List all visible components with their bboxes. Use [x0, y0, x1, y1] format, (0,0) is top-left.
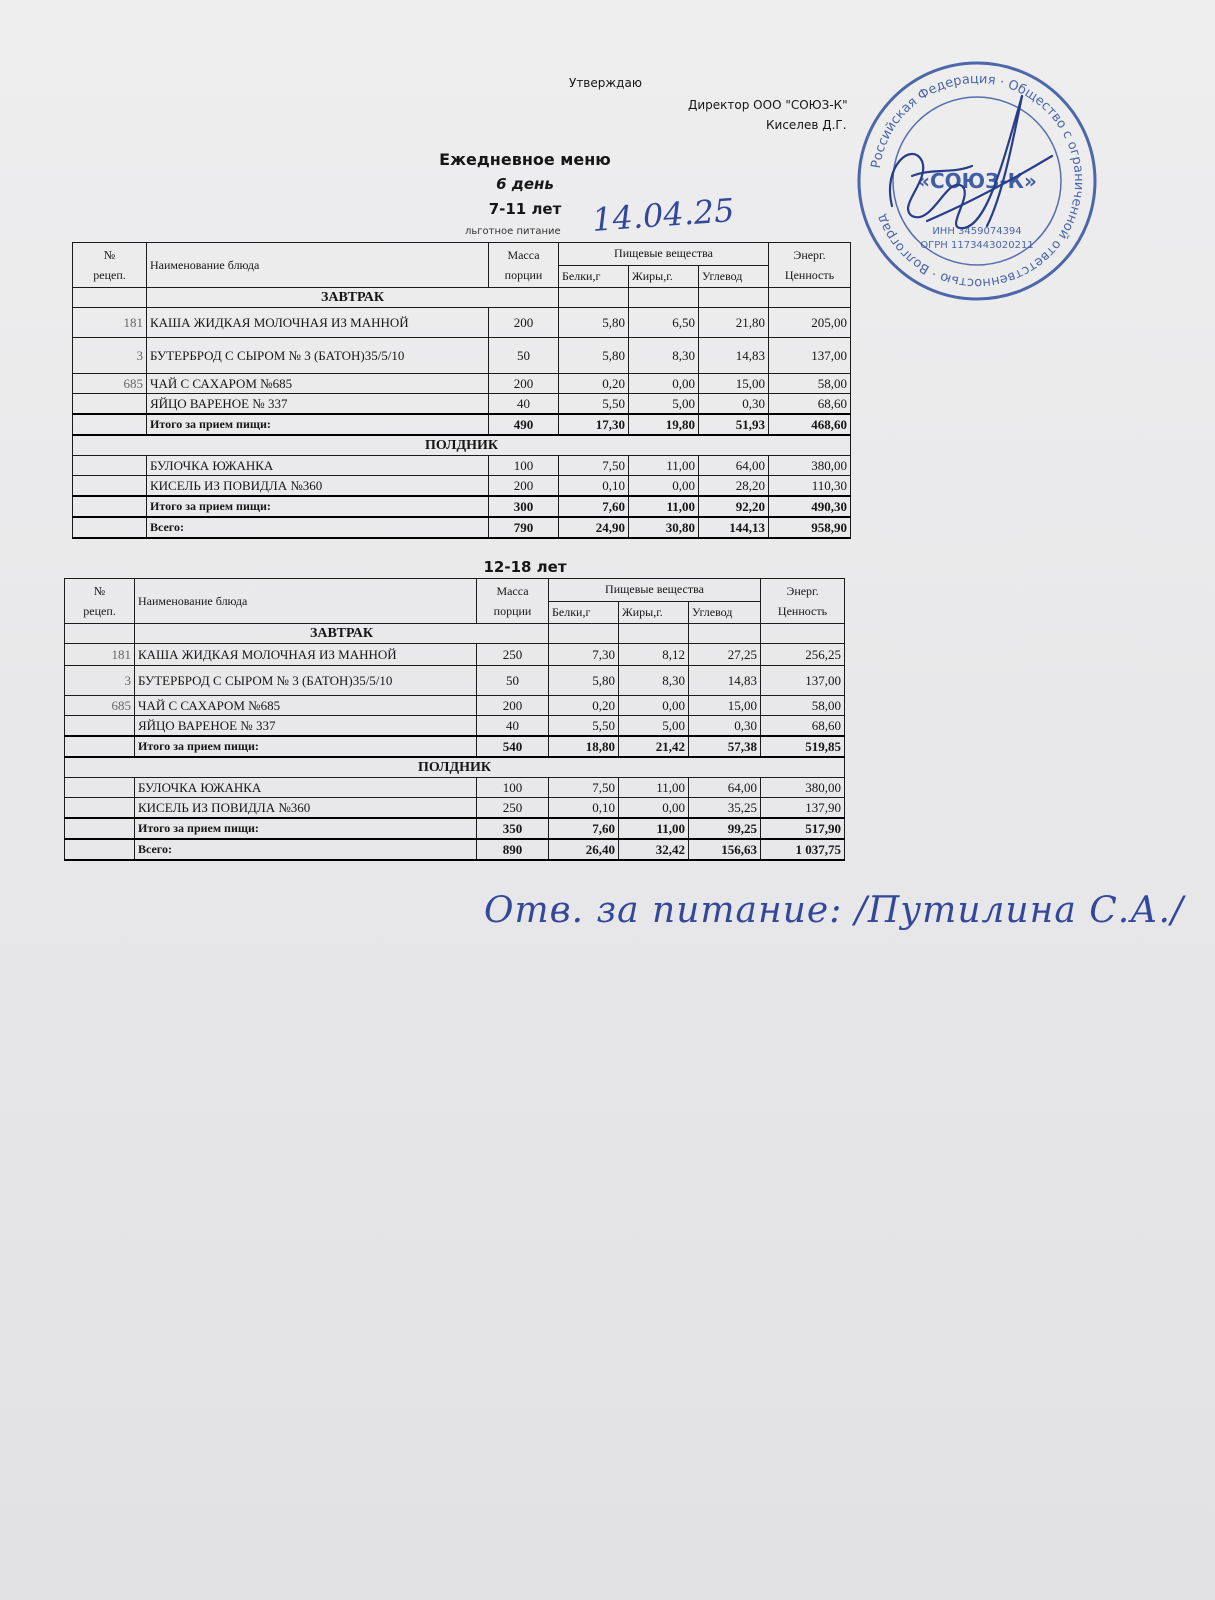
table-row: 3 БУТЕРБРОД С СЫРОМ № 3 (БАТОН)35/5/10 50 5,80 8,30 14,83 137,00 [73, 338, 851, 374]
table-row: 181 КАША ЖИДКАЯ МОЛОЧНАЯ ИЗ МАННОЙ 200 5,80 6,50 21,80 205,00 [73, 308, 851, 338]
responsible-signature-line: Отв. за питание: /Путилина С.А./ [484, 890, 1185, 931]
header-recipe-no: № рецеп. [65, 579, 135, 624]
section-breakfast: ЗАВТРАК [135, 624, 549, 644]
table-row: 181 КАША ЖИДКАЯ МОЛОЧНАЯ ИЗ МАННОЙ 250 7,30 8,12 27,25 256,25 [65, 644, 845, 666]
header-fat: Жиры,г. [619, 601, 689, 624]
header-recipe-no: № рецеп. [73, 243, 147, 288]
stamp-inn: ИНН 3459074394 [932, 226, 1022, 237]
grand-total-row: Всего: 890 26,40 32,42 156,63 1 037,75 [65, 839, 845, 860]
stamp-ring-text: Российская Федерация · Общество с ограниченной ответственностью · Волгоград [868, 71, 1087, 291]
header-nutrients: Пищевые вещества [559, 243, 769, 266]
header-portion-mass: Масса порции [489, 243, 559, 288]
menu-day: 6 день [496, 175, 554, 193]
age-group-1: 7-11 лет [488, 200, 562, 218]
header-portion-mass: Масса порции [477, 579, 549, 624]
header-dish-name: Наименование блюда [147, 243, 489, 288]
program-label: льготное питание [465, 226, 561, 237]
snack-total-row: Итого за прием пищи: 350 7,60 11,00 99,25 517,90 [65, 818, 845, 839]
approval-position: Директор ООО "СОЮЗ-К" [688, 98, 848, 112]
table-row: БУЛОЧКА ЮЖАНКА 100 7,50 11,00 64,00 380,00 [73, 456, 851, 476]
header-fat: Жиры,г. [629, 265, 699, 288]
menu-table-7-11 [72, 242, 851, 539]
stamp-ogrn: ОГРН 1173443020211 [920, 240, 1034, 251]
header-nutrients: Пищевые вещества [549, 579, 761, 602]
table-row: БУЛОЧКА ЮЖАНКА 100 7,50 11,00 64,00 380,00 [65, 778, 845, 798]
table-row: 685 ЧАЙ С САХАРОМ №685 200 0,20 0,00 15,00 58,00 [73, 374, 851, 394]
company-stamp [852, 56, 1102, 306]
menu-table-12-18 [64, 578, 845, 861]
header-carbs: Углевод [689, 601, 761, 624]
table-row: ЯЙЦО ВАРЕНОЕ № 337 40 5,50 5,00 0,30 68,60 [73, 394, 851, 415]
section-breakfast: ЗАВТРАК [147, 288, 559, 308]
header-energy: Энерг. Ценность [769, 243, 851, 288]
approval-heading: Утверждаю [569, 76, 642, 90]
table-row: КИСЕЛЬ ИЗ ПОВИДЛА №360 200 0,10 0,00 28,20 110,30 [73, 476, 851, 497]
grand-total-row: Всего: 790 24,90 30,80 144,13 958,90 [73, 517, 851, 538]
table-row: 3 БУТЕРБРОД С СЫРОМ № 3 (БАТОН)35/5/10 50 5,80 8,30 14,83 137,00 [65, 666, 845, 696]
header-dish-name: Наименование блюда [135, 579, 477, 624]
breakfast-total-row: Итого за прием пищи: 540 18,80 21,42 57,38 519,85 [65, 736, 845, 757]
signature-scribble [890, 96, 1052, 228]
breakfast-total-row: Итого за прием пищи: 490 17,30 19,80 51,93 468,60 [73, 414, 851, 435]
stamp-center-text: «СОЮЗ-К» [917, 169, 1037, 193]
table-row: ЯЙЦО ВАРЕНОЕ № 337 40 5,50 5,00 0,30 68,60 [65, 716, 845, 737]
menu-title: Ежедневное меню [439, 150, 611, 169]
header-protein: Белки,г [549, 601, 619, 624]
section-snack: ПОЛДНИК [65, 757, 845, 778]
header-energy: Энерг. Ценность [761, 579, 845, 624]
age-group-2: 12-18 лет [483, 558, 567, 576]
approval-name: Киселев Д.Г. [766, 118, 847, 132]
table-row: 685 ЧАЙ С САХАРОМ №685 200 0,20 0,00 15,00 58,00 [65, 696, 845, 716]
section-snack: ПОЛДНИК [73, 435, 851, 456]
header-protein: Белки,г [559, 265, 629, 288]
header-carbs: Углевод [699, 265, 769, 288]
table-row: КИСЕЛЬ ИЗ ПОВИДЛА №360 250 0,10 0,00 35,25 137,90 [65, 798, 845, 819]
snack-total-row: Итого за прием пищи: 300 7,60 11,00 92,20 490,30 [73, 496, 851, 517]
handwritten-date: 14.04.25 [590, 191, 736, 239]
